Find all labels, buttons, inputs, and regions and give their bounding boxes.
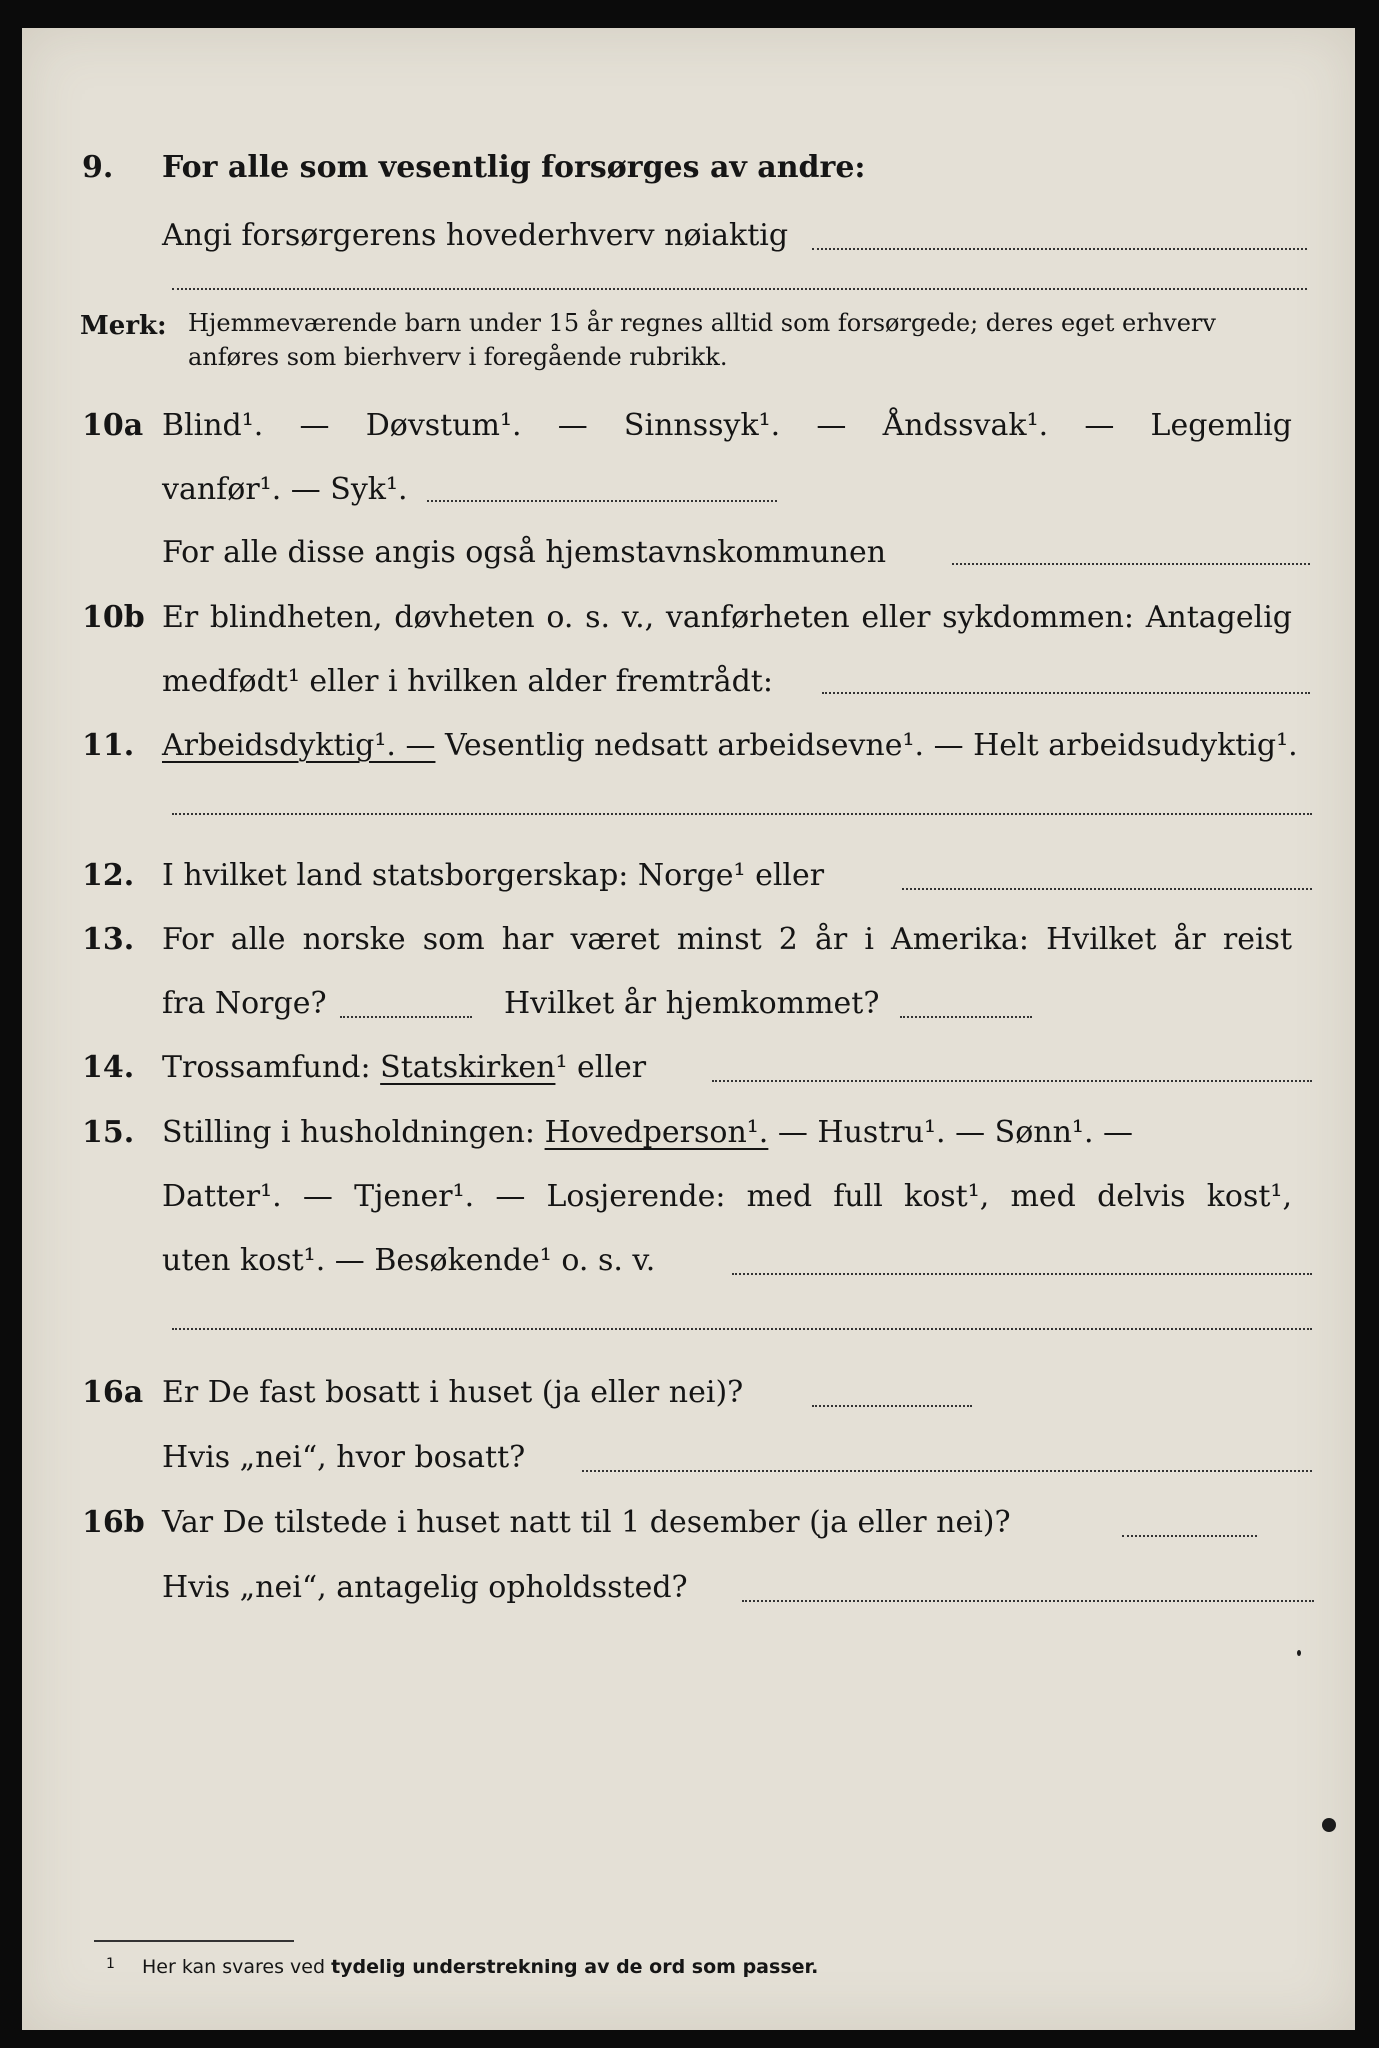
- footnote-marker: 1: [106, 1956, 115, 1972]
- footnote-rule: [94, 1940, 294, 1942]
- q16b-answer-line[interactable]: [1122, 1535, 1257, 1537]
- q9-answer-line[interactable]: [812, 248, 1307, 250]
- q15-row-1: [22, 1103, 1355, 1163]
- q11-text: [162, 726, 1298, 766]
- merk-line-2: anføres som bierhverv i foregående rubrikk.: [188, 343, 728, 371]
- q13-line-2a: fra Norge?: [162, 986, 327, 1021]
- merk-label: Merk:: [80, 311, 167, 341]
- q13-line-2b: Hvilket år hjemkommet?: [504, 986, 880, 1021]
- footnote-text-plain: Her kan svares ved: [142, 1956, 332, 1978]
- q15-line-2: Datter¹. — Tjener¹. — Losjerende: med full kost¹, med delvis kost¹,: [162, 1179, 1292, 1214]
- q10a-number: 10a: [82, 408, 144, 443]
- q14-text: [162, 1048, 646, 1088]
- census-form-page: [22, 28, 1355, 2030]
- q9-title: For alle som vesentlig forsørges av andre:: [162, 150, 866, 185]
- q12-text: I hvilket land statsborgerskap: Norge¹ eller: [162, 858, 825, 893]
- q11-number: 11.: [82, 728, 135, 763]
- q13-row-1: [22, 910, 1355, 970]
- ink-speck: [1297, 1650, 1301, 1656]
- q10a-line-3: For alle disse angis også hjemstavnskommunen: [162, 535, 887, 570]
- q16a-line-2: Hvis „nei“, hvor bosatt?: [162, 1440, 526, 1475]
- q12-answer-line[interactable]: [902, 888, 1312, 890]
- q10a-row-3: [22, 523, 1355, 583]
- q16a-number: 16a: [82, 1375, 144, 1410]
- q13-reist-answer-line[interactable]: [340, 1016, 472, 1018]
- q9-label: Angi forsørgerens hovederhverv nøiaktig: [162, 218, 789, 253]
- q15-answer-line[interactable]: [732, 1273, 1312, 1275]
- q15-row-2: [22, 1167, 1355, 1227]
- q16a-bosatt-answer-line[interactable]: [582, 1470, 1312, 1472]
- q12-number: 12.: [82, 858, 135, 893]
- q15-text: [162, 1113, 1133, 1153]
- q14-row: [22, 1038, 1355, 1098]
- q10b-answer-line[interactable]: [822, 692, 1310, 694]
- merk-line-1: Hjemmeværende barn under 15 år regnes alltid som forsørgede; deres eget erhverv: [188, 309, 1216, 337]
- q9-title-row: [22, 138, 1355, 198]
- q10b-line-1: Er blindheten, døvheten o. s. v., vanførheten eller sykdommen: Antagelig: [162, 600, 1292, 635]
- q16b-line-2: Hvis „nei“, antagelig opholdssted?: [162, 1570, 688, 1605]
- q13-row-2: [22, 974, 1355, 1034]
- footnote: [106, 1956, 819, 1978]
- q11-row: [22, 716, 1355, 776]
- q15-line-3: uten kost¹. — Besøkende¹ o. s. v.: [162, 1243, 656, 1278]
- q16b-row-1: [22, 1493, 1355, 1553]
- q14-label: Trossamfund:: [162, 1050, 371, 1085]
- q14-underlined-choice: Statskirken: [380, 1050, 556, 1085]
- q14-answer-line[interactable]: [712, 1080, 1312, 1082]
- q13-number: 13.: [82, 922, 135, 957]
- q15-label: Stilling i husholdningen:: [162, 1115, 536, 1150]
- q15-underlined-choice: Hovedperson¹.: [544, 1115, 769, 1150]
- ink-speck: [1322, 1818, 1336, 1832]
- q14-rest: ¹ eller: [555, 1050, 647, 1085]
- merk-note: [22, 298, 1355, 388]
- q9-answer-line-2[interactable]: [172, 288, 1307, 290]
- q16a-line-1: Er De fast bosatt i huset (ja eller nei)?: [162, 1375, 744, 1410]
- footnote-text-bold: tydelig understrekning av de ord som passer.: [331, 1956, 819, 1978]
- q10a-row-2: [22, 460, 1355, 520]
- q15-number: 15.: [82, 1115, 135, 1150]
- q11-rest: Vesentlig nedsatt arbeidsevne¹. — Helt arbeidsudyktig¹.: [435, 728, 1298, 763]
- q16b-number: 16b: [82, 1505, 145, 1540]
- q9-field-row: [22, 206, 1355, 266]
- q16a-row-2: [22, 1428, 1355, 1488]
- q12-row: [22, 846, 1355, 906]
- q10a-syk-answer-line[interactable]: [427, 500, 777, 502]
- q10b-row-1: [22, 588, 1355, 648]
- q13-line-1: For alle norske som har været minst 2 år i Amerika: Hvilket år reist: [162, 922, 1292, 957]
- q10a-line-2: vanfør¹. — Syk¹.: [162, 472, 408, 507]
- q15-row-3: [22, 1231, 1355, 1291]
- q10a-kommune-answer-line[interactable]: [952, 563, 1310, 565]
- q14-number: 14.: [82, 1050, 135, 1085]
- q16b-opholdssted-answer-line[interactable]: [742, 1600, 1314, 1602]
- q10a-row-1: [22, 396, 1355, 456]
- q10b-line-2: medfødt¹ eller i hvilken alder fremtrådt:: [162, 664, 773, 699]
- q9-number: 9.: [82, 150, 114, 185]
- q16a-row-1: [22, 1363, 1355, 1423]
- q16b-row-2: [22, 1558, 1355, 1618]
- q15-answer-line-2[interactable]: [172, 1328, 1312, 1330]
- q10b-number: 10b: [82, 600, 145, 635]
- q11-underlined-choice: Arbeidsdyktig¹. —: [162, 728, 436, 763]
- q16b-line-1: Var De tilstede i huset natt til 1 desember (ja eller nei)?: [162, 1505, 1011, 1540]
- q13-hjemkommet-answer-line[interactable]: [900, 1016, 1032, 1018]
- q10a-line-1: Blind¹. — Døvstum¹. — Sinnssyk¹. — Åndssvak¹. — Legemlig: [162, 408, 1292, 443]
- q11-answer-line[interactable]: [172, 813, 1312, 815]
- q10b-row-2: [22, 652, 1355, 712]
- q15-rest: — Hustru¹. — Sønn¹. —: [768, 1115, 1134, 1150]
- q16a-answer-line[interactable]: [812, 1405, 972, 1407]
